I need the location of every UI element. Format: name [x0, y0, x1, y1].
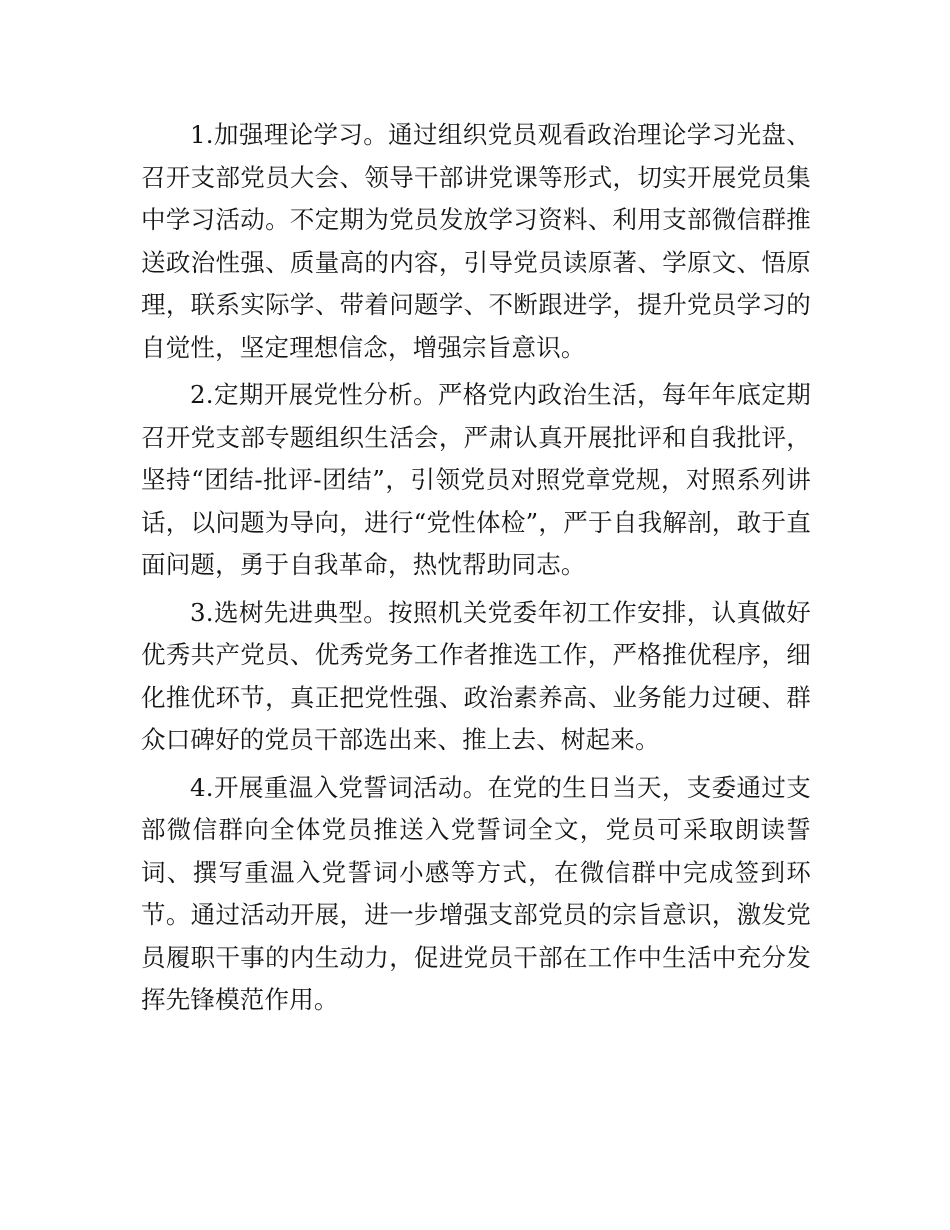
- paragraph-advanced-models: 3.选树先进典型。按照机关党委年初工作安排，认真做好优秀共产党员、优秀党务工作者推选工作，严格推优程序，细化推优环节，真正把党性强、政治素养高、业务能力过硬、群众口碑好的党员干部选出来、推上去、树起来。: [141, 597, 811, 754]
- document-body: [141, 114, 811, 1027]
- paragraph-theory-study: 1.加强理论学习。通过组织党员观看政治理论学习光盘、召开支部党员大会、领导干部讲党课等形式，切实开展党员集中学习活动。不定期为党员发放学习资料、利用支部微信群推送政治性强、质量高的内容，引导党员读原著、学原文、悟原理，联系实际学、带着问题学、不断跟进学，提升党员学习的自觉性，坚定理想信念，增强宗旨意识。: [141, 120, 811, 362]
- paragraph-oath-review: 4.开展重温入党誓词活动。在党的生日当天，支委通过支部微信群向全体党员推送入党誓词全文，党员可采取朗读誓词、撰写重温入党誓词小感等方式，在微信群中完成签到环节。通过活动开展，进一步增强支部党员的宗旨意识，激发党员履职干事的内生动力，促进党员干部在工作中生活中充分发挥先锋模范作用。: [141, 772, 811, 1014]
- paragraph-party-spirit-analysis: 2.定期开展党性分析。严格党内政治生活，每年年底定期召开党支部专题组织生活会，严肃认真开展批评和自我批评，坚持“团结-批评-团结”，引领党员对照党章党规，对照系列讲话，以问题为导向，进行“党性体检”，严于自我解剖，敢于直面问题，勇于自我革命，热忱帮助同志。: [141, 380, 811, 579]
